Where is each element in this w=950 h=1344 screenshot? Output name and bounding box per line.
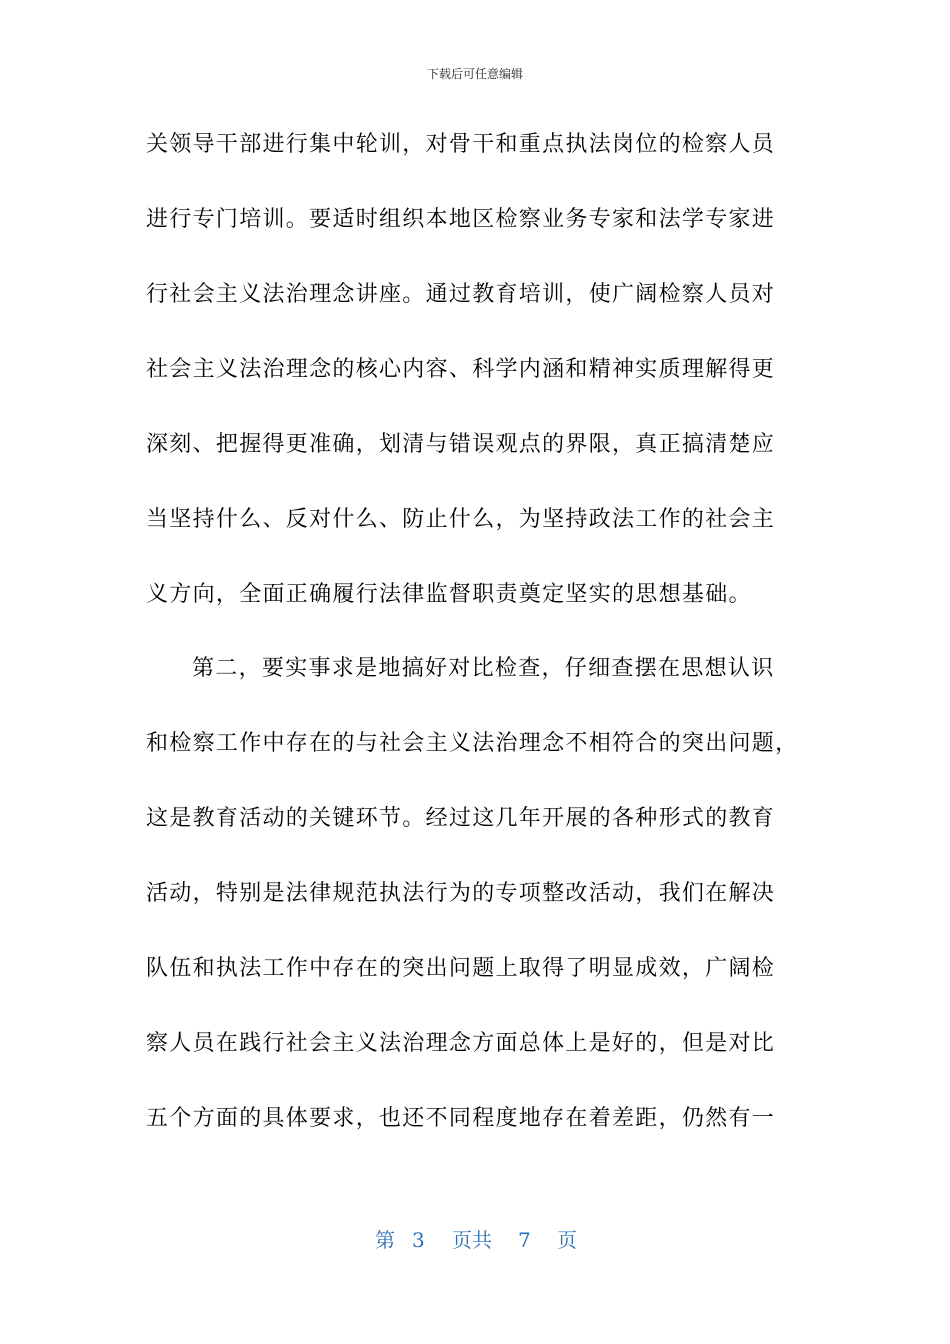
text-line: 进行专门培训。要适时组织本地区检察业务专家和法学专家进: [146, 207, 776, 232]
text-line: 察人员在践行社会主义法治理念方面总体上是好的，但是对比: [146, 1031, 776, 1056]
footer-label-page: 第: [375, 1228, 395, 1252]
page-header: 下载后可任意编辑: [426, 67, 523, 81]
current-page-number: 3: [412, 1228, 425, 1252]
text-line: 深刻、把握得更准确，划清与错误观点的界限，真正搞清楚应: [146, 432, 776, 457]
text-line: 五个方面的具体要求，也还不同程度地存在着差距，仍然有一: [146, 1106, 776, 1131]
text-line: 社会主义法治理念的核心内容、科学内涵和精神实质理解得更: [146, 357, 776, 382]
text-line: 活动，特别是法律规范执法行为的专项整改活动，我们在解决: [146, 881, 776, 906]
total-pages-number: 7: [518, 1228, 531, 1252]
text-line: 义方向，全面正确履行法律监督职责奠定坚实的思想基础。: [146, 582, 752, 607]
footer-label-end: 页: [557, 1228, 577, 1252]
text-line: 当坚持什么、反对什么、防止什么，为坚持政法工作的社会主: [146, 507, 776, 532]
footer-label-of: 页共: [452, 1228, 492, 1252]
text-line: 和检察工作中存在的与社会主义法治理念不相符合的突出问题，: [146, 731, 799, 756]
page-number-footer: [0, 1225, 950, 1255]
text-line: 这是教育活动的关键环节。经过这几年开展的各种形式的教育: [146, 806, 776, 831]
text-line: 队伍和执法工作中存在的突出问题上取得了明显成效，广阔检: [146, 956, 776, 981]
text-line: 行社会主义法治理念讲座。通过教育培训，使广阔检察人员对: [146, 282, 776, 307]
text-line: 关领导干部进行集中轮训，对骨干和重点执法岗位的检察人员: [146, 132, 776, 157]
paragraph-first-line: 第二，要实事求是地搞好对比检查，仔细查摆在思想认识: [192, 656, 775, 681]
